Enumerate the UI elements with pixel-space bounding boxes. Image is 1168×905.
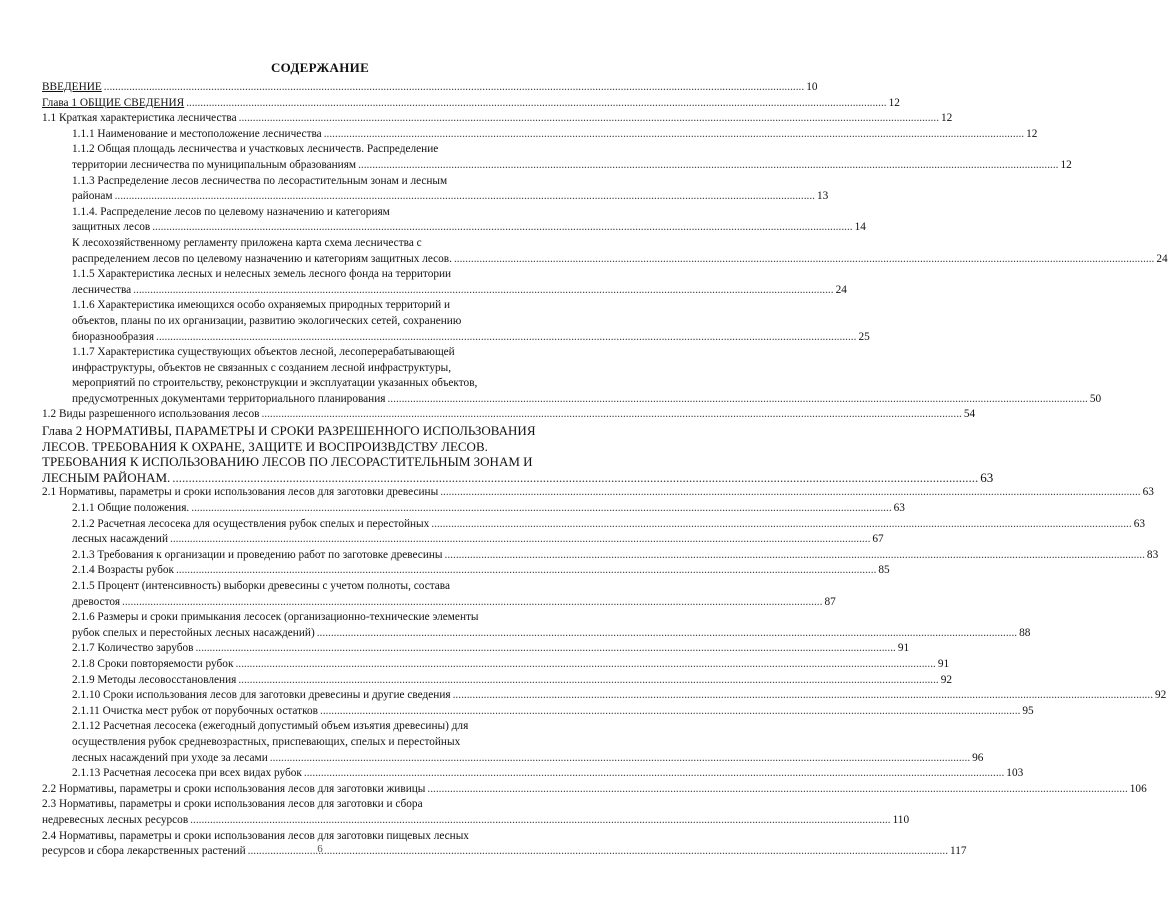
toc-entry bbox=[42, 673, 953, 689]
toc-entry bbox=[42, 407, 976, 423]
toc-entry bbox=[42, 501, 905, 517]
toc-entry bbox=[42, 610, 1031, 641]
toc-entry-title: 2.1.8 Сроки повторяемости рубок bbox=[72, 657, 234, 670]
toc-line bbox=[72, 392, 1102, 408]
toc-entry-title: 1.1.7 Характеристика существующих объектов лесной, лесоперерабатывающей bbox=[72, 346, 455, 359]
dot-leader bbox=[172, 470, 978, 486]
toc-entry-page: 63 bbox=[1133, 517, 1145, 530]
toc-entry-page: 24 bbox=[835, 283, 847, 296]
toc-entry-title: ВВЕДЕНИЕ bbox=[42, 81, 102, 93]
toc-entry-page: 95 bbox=[1022, 704, 1034, 717]
toc-line bbox=[42, 96, 900, 112]
toc-line bbox=[72, 563, 890, 579]
toc-entry bbox=[42, 423, 994, 485]
toc-entry bbox=[42, 345, 1102, 407]
toc-entry-title: 2.2 Нормативы, параметры и сроки использования лесов для заготовки живицы bbox=[42, 782, 426, 795]
page-title: СОДЕРЖАНИЕ bbox=[270, 60, 370, 75]
toc-entry-continuation: древостоя bbox=[72, 595, 121, 608]
dot-leader bbox=[387, 392, 1087, 408]
toc-entry bbox=[42, 548, 1159, 564]
dot-leader bbox=[238, 673, 938, 689]
toc-line bbox=[72, 657, 950, 673]
toc-line bbox=[72, 704, 1034, 720]
toc-entry bbox=[42, 142, 1072, 173]
toc-entry bbox=[42, 517, 1145, 533]
toc-line bbox=[72, 189, 829, 205]
toc-entry bbox=[42, 236, 1168, 267]
dot-leader bbox=[239, 111, 939, 127]
toc-entry-page: 110 bbox=[892, 813, 910, 826]
dot-leader bbox=[156, 330, 856, 346]
toc-entry bbox=[42, 532, 884, 548]
toc-entry-title: 2.1.4 Возрасты рубок bbox=[72, 564, 174, 577]
toc-entry-title: лесных насаждений bbox=[72, 533, 168, 546]
toc-line bbox=[72, 501, 905, 517]
page-number: 6 bbox=[317, 843, 323, 855]
toc-entry-title: 2.1.3 Требования к организации и проведению работ по заготовке древесины bbox=[72, 548, 443, 561]
toc-entry-title: Глава 1 ОБЩИЕ СВЕДЕНИЯ bbox=[42, 96, 185, 109]
dot-leader bbox=[261, 407, 961, 423]
toc-line bbox=[42, 782, 1147, 798]
toc-entry-page: 25 bbox=[858, 330, 870, 343]
toc-line bbox=[72, 283, 847, 299]
dot-leader bbox=[191, 501, 891, 517]
toc-line bbox=[42, 485, 1154, 501]
toc-entry-page: 50 bbox=[1089, 392, 1102, 405]
dot-leader bbox=[453, 688, 1153, 704]
toc-entry-title: 1.1.2 Общая площадь лесничества и участковых лесничеств. Распределение bbox=[72, 143, 439, 156]
toc-entry-continuation: ресурсов и сбора лекарственных растений bbox=[42, 845, 246, 858]
toc-entry-title: 2.1.2 Расчетная лесосека для осуществления рубок спелых и перестойных bbox=[72, 517, 430, 530]
toc-entry-title: 2.1.10 Сроки использования лесов для заготовки древесины и другие сведения bbox=[72, 689, 451, 702]
dot-leader bbox=[440, 485, 1140, 501]
dot-leader bbox=[427, 782, 1127, 798]
toc-entry-page: 12 bbox=[888, 96, 900, 109]
toc-entry-continuation: территории лесничества по муниципальным образованиям bbox=[72, 158, 357, 171]
toc-entry bbox=[42, 579, 836, 610]
toc-entry bbox=[42, 96, 900, 112]
toc-entry-title: Глава 2 НОРМАТИВЫ, ПАРАМЕТРЫ И СРОКИ РАЗРЕШЕННОГО ИСПОЛЬЗОВАНИЯ bbox=[42, 423, 536, 439]
toc-entry-continuation: предусмотренных документами территориального планирования bbox=[72, 392, 386, 405]
dot-leader bbox=[324, 127, 1024, 143]
toc-entry-title: 2.1.7 Количество зарубов bbox=[72, 642, 194, 655]
toc-entry-continuation: рубок спелых и перестойных лесных насаждений) bbox=[72, 626, 315, 639]
toc-entry-page: 67 bbox=[872, 533, 884, 546]
toc-entry-page: 96 bbox=[972, 751, 984, 764]
toc-entry-title: 2.1.5 Процент (интенсивность) выборки древесины с учетом полноты, состава bbox=[72, 580, 450, 592]
toc-entry-page: 85 bbox=[878, 564, 890, 577]
toc-entry-page: 12 bbox=[1026, 127, 1038, 140]
toc-line bbox=[42, 111, 953, 127]
toc-entry-title: 2.1 Нормативы, параметры и сроки использования лесов для заготовки древесины bbox=[42, 486, 439, 499]
toc-entry-page: 83 bbox=[1146, 548, 1159, 561]
toc-entry-page: 88 bbox=[1019, 626, 1031, 639]
dot-leader bbox=[235, 657, 935, 673]
dot-leader bbox=[133, 283, 833, 299]
toc-entry-continuation: районам bbox=[72, 190, 113, 203]
toc-entry-page: 14 bbox=[854, 221, 866, 234]
toc-entry-title: 1.1.5 Характеристика лесных и нелесных земель лесного фонда на территории bbox=[72, 268, 452, 281]
toc-entry bbox=[42, 485, 1154, 501]
toc-entry bbox=[42, 298, 870, 345]
toc-entry-page: 10 bbox=[806, 81, 818, 93]
dot-leader bbox=[104, 80, 804, 96]
dot-leader bbox=[358, 158, 1058, 174]
toc-entry-title: 2.1.11 Очистка мест рубок от порубочных остатков bbox=[72, 704, 318, 717]
dot-leader bbox=[152, 220, 852, 236]
toc-entry bbox=[42, 205, 866, 236]
toc-line bbox=[72, 532, 884, 548]
toc-entry bbox=[42, 267, 847, 298]
toc-entry-page: 92 bbox=[940, 673, 953, 686]
toc-line bbox=[72, 688, 1167, 704]
toc-entry-continuation: ЛЕСОВ. ТРЕБОВАНИЯ К ОХРАНЕ, ЗАЩИТЕ И ВОСПРОИЗВДСТВУ ЛЕСОВ. bbox=[42, 438, 488, 454]
toc-entry-title: 1.1.6 Характеристика имеющихся особо охраняемых природных территорий и bbox=[72, 299, 451, 312]
toc-entry-title: 1.1.3 Распределение лесов лесничества по лесорастительным зонам и лесным bbox=[72, 174, 448, 187]
toc-line bbox=[72, 158, 1072, 174]
toc-entry-title: 1.1 Краткая характеристика лесничества bbox=[42, 112, 237, 125]
toc-entry-page: 63 bbox=[893, 502, 905, 515]
toc-entry-title: 2.1.13 Расчетная лесосека при всех видах рубок bbox=[72, 767, 302, 780]
toc-entry-title: 2.1.9 Методы лесовосстановления bbox=[72, 673, 237, 686]
toc-entry-page: 13 bbox=[816, 190, 829, 203]
toc-entry-page: 91 bbox=[897, 642, 910, 655]
table-of-contents bbox=[42, 80, 1168, 860]
toc-entry bbox=[42, 766, 1024, 782]
toc-entry-page: 91 bbox=[937, 657, 950, 670]
toc-entry-title: 2.4 Нормативы, параметры и сроки использования лесов для заготовки пищевых лесных bbox=[42, 829, 469, 842]
toc-line bbox=[72, 220, 866, 236]
toc-entry-page: 63 bbox=[980, 469, 994, 485]
toc-entry-continuation: защитных лесов bbox=[72, 221, 151, 234]
dot-leader bbox=[320, 704, 1020, 720]
dot-leader bbox=[176, 563, 876, 579]
toc-entry-page: 103 bbox=[1006, 767, 1024, 780]
toc-line bbox=[72, 766, 1024, 782]
toc-entry bbox=[42, 797, 910, 828]
toc-line bbox=[72, 548, 1159, 564]
toc-entry-title: 2.3 Нормативы, параметры и сроки использования лесов для заготовки и сбора bbox=[42, 798, 423, 811]
toc-entry-continuation: распределением лесов по целевому назначению и категориям защитных лесов. bbox=[72, 252, 452, 265]
dot-leader bbox=[304, 766, 1004, 782]
toc-entry bbox=[42, 111, 953, 127]
toc-entry bbox=[42, 641, 910, 657]
toc-line bbox=[72, 517, 1145, 533]
toc-entry-continuation: мероприятий по строительству, реконструкции и эксплуатации указанных объектов, bbox=[72, 377, 478, 390]
toc-entry-page: 24 bbox=[1156, 252, 1168, 265]
toc-entry-page: 117 bbox=[950, 845, 967, 858]
toc-line bbox=[72, 751, 984, 767]
dot-leader bbox=[431, 517, 1131, 533]
toc-line bbox=[72, 127, 1038, 143]
toc-entry bbox=[42, 174, 829, 205]
toc-entry bbox=[42, 782, 1147, 798]
toc-entry bbox=[42, 127, 1038, 143]
dot-leader bbox=[317, 626, 1017, 642]
dot-leader bbox=[190, 813, 890, 829]
dot-leader bbox=[445, 548, 1145, 564]
toc-line bbox=[42, 469, 994, 486]
toc-line bbox=[42, 407, 976, 423]
toc-line bbox=[72, 673, 953, 689]
toc-entry-continuation: недревесных лесных ресурсов bbox=[42, 813, 189, 826]
toc-entry-page: 12 bbox=[1060, 158, 1072, 171]
toc-entry-continuation: биоразнообразия bbox=[72, 330, 155, 343]
toc-entry bbox=[42, 563, 890, 579]
toc-entry-title: 2.1.12 Расчетная лесосека (ежегодный допустимый объем изъятия древесины) для bbox=[72, 720, 469, 733]
toc-line bbox=[72, 641, 910, 657]
dot-leader bbox=[115, 189, 815, 205]
toc-entry bbox=[42, 688, 1167, 704]
toc-entry bbox=[42, 80, 818, 96]
toc-line bbox=[72, 252, 1168, 268]
toc-line bbox=[42, 80, 818, 96]
toc-entry-continuation: ТРЕБОВАНИЯ К ИСПОЛЬЗОВАНИЮ ЛЕСОВ ПО ЛЕСОРАСТИТЕЛЬНЫМ ЗОНАМ И bbox=[42, 454, 533, 470]
toc-entry bbox=[42, 704, 1034, 720]
toc-entry-page: 106 bbox=[1129, 782, 1147, 795]
toc-line bbox=[72, 330, 870, 346]
toc-entry-title: 1.2 Виды разрешенного использования лесов bbox=[42, 408, 260, 421]
toc-entry-continuation: осуществления рубок средневозрастных, приспевающих, спелых и перестойных bbox=[72, 735, 461, 748]
toc-entry bbox=[42, 719, 984, 766]
toc-entry-title: 2.1.6 Размеры и сроки примыкания лесосек (организационно-технические элементы bbox=[72, 611, 479, 624]
toc-entry-continuation: инфраструктуры, объектов не связанных с созданием лесной инфраструктуры, bbox=[72, 361, 452, 374]
toc-entry-title: 2.1.1 Общие положения. bbox=[72, 502, 190, 515]
toc-entry-page: 63 bbox=[1142, 486, 1154, 499]
toc-line bbox=[72, 595, 836, 611]
toc-entry-page: 54 bbox=[963, 408, 976, 421]
dot-leader bbox=[195, 641, 895, 657]
toc-entry-page: 12 bbox=[941, 112, 953, 125]
dot-leader bbox=[186, 96, 886, 112]
toc-entry-page: 92 bbox=[1155, 689, 1167, 702]
toc-entry bbox=[42, 657, 950, 673]
toc-line bbox=[72, 626, 1031, 642]
toc-entry-continuation: лесничества bbox=[72, 283, 132, 296]
dot-leader bbox=[122, 595, 822, 611]
toc-entry-title: 1.1.1 Наименование и местоположение лесничества bbox=[72, 127, 322, 140]
toc-entry-continuation: ЛЕСНЫМ РАЙОНАМ. bbox=[42, 469, 171, 485]
toc-line bbox=[42, 813, 910, 829]
dot-leader bbox=[454, 252, 1154, 268]
dot-leader bbox=[270, 751, 970, 767]
toc-entry-title: 1.1.4. Распределение лесов по целевому назначению и категориям bbox=[72, 205, 390, 218]
toc-entry-title: К лесохозяйственному регламенту приложена карта схема лесничества с bbox=[72, 236, 422, 249]
toc-entry-continuation: объектов, планы по их организации, развитию экологических сетей, сохранению bbox=[72, 314, 462, 327]
dot-leader bbox=[170, 532, 870, 548]
toc-entry-continuation: лесных насаждений при уходе за лесами bbox=[72, 751, 268, 764]
toc-entry-page: 87 bbox=[824, 595, 836, 608]
